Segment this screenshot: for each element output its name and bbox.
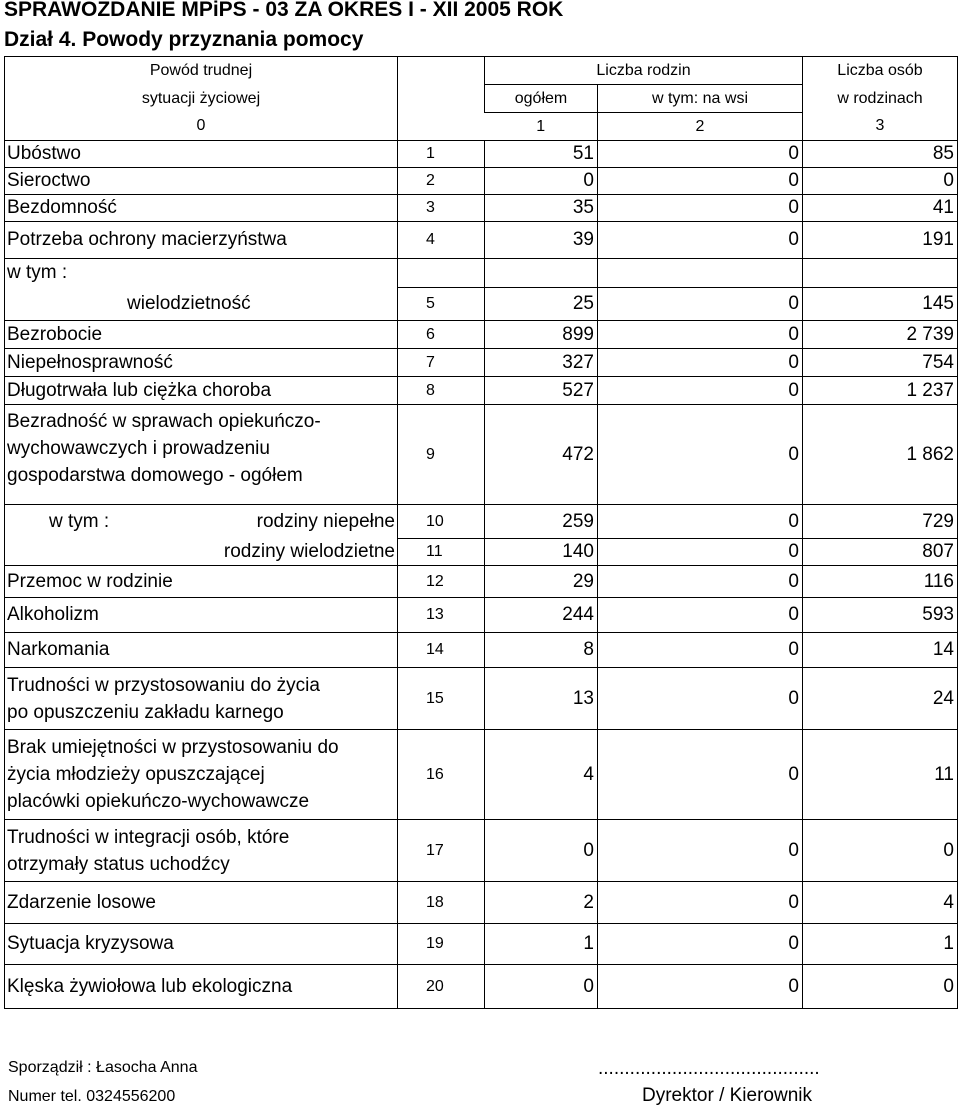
table-row: Przemoc w rodzinie 12 29 0 116 — [5, 566, 958, 598]
table-row: Bezdomność 3 35 0 41 — [5, 195, 958, 222]
table-row: Brak umiejętności w przystosowaniu do życia młodzieży opuszczającej placówki opiekuńczo-wychowawcze 16 4 0 11 — [5, 730, 958, 820]
col-number-2: 2 — [598, 113, 803, 141]
table-row: rodziny wielodzietne 11 140 0 807 — [5, 539, 958, 566]
table-row: Długotrwała lub ciężka choroba 8 527 0 1 237 — [5, 377, 958, 405]
table-row: wielodzietność 5 25 0 145 — [5, 288, 958, 321]
phone-number: Numer tel. 0324556200 — [8, 1088, 176, 1105]
table-row: w tym : — [5, 259, 958, 288]
table-row: w tym : rodziny niepełne 10 259 0 729 — [5, 505, 958, 539]
table-row: Ubóstwo 1 51 0 85 — [5, 141, 958, 168]
col-number-1: 1 — [485, 113, 598, 141]
header-persons: Liczba osób — [803, 57, 958, 85]
section-title: Dział 4. Powody przyznania pomocy — [4, 28, 364, 51]
header-persons-line2: w rodzinach — [803, 85, 958, 113]
table-row: Trudności w integracji osób, które otrzymały status uchodźcy 17 0 0 0 — [5, 820, 958, 882]
report-title: SPRAWOZDANIE MPiPS - 03 ZA OKRES I - XII 2005 ROK — [4, 0, 564, 21]
col-number-0: 0 — [5, 113, 398, 141]
signature-line: .......................................... — [598, 1058, 820, 1079]
signature-role: Dyrektor / Kierownik — [642, 1085, 812, 1106]
header-rural: w tym: na wsi — [598, 85, 803, 113]
header-total: ogółem — [485, 85, 598, 113]
table-row: Alkoholizm 13 244 0 593 — [5, 598, 958, 633]
reasons-table — [4, 56, 958, 1009]
table-row: Trudności w przystosowaniu do życia po opuszczeniu zakładu karnego 15 13 0 24 — [5, 668, 958, 730]
table-row: Bezrobocie 6 899 0 2 739 — [5, 321, 958, 349]
table-row: Klęska żywiołowa lub ekologiczna 20 0 0 0 — [5, 965, 958, 1009]
table-row: Sytuacja kryzysowa 19 1 0 1 — [5, 924, 958, 965]
table-row: Narkomania 14 8 0 14 — [5, 633, 958, 668]
col-number-3: 3 — [803, 113, 958, 141]
table-row: Potrzeba ochrony macierzyństwa 4 39 0 191 — [5, 222, 958, 259]
header-families: Liczba rodzin — [485, 57, 803, 85]
header-reason: Powód trudnej — [5, 57, 398, 85]
table-row: Niepełnosprawność 7 327 0 754 — [5, 349, 958, 377]
table-row: Sieroctwo 2 0 0 0 — [5, 168, 958, 195]
table-row: Bezradność w sprawach opiekuńczo- wychowawczych i prowadzeniu gospodarstwa domowego - ogółem 9 472 0 1 862 — [5, 405, 958, 505]
prepared-by: Sporządził : Łasocha Anna — [8, 1059, 198, 1076]
table-row: Zdarzenie losowe 18 2 0 4 — [5, 882, 958, 924]
header-reason-line2: sytuacji życiowej — [5, 85, 398, 113]
